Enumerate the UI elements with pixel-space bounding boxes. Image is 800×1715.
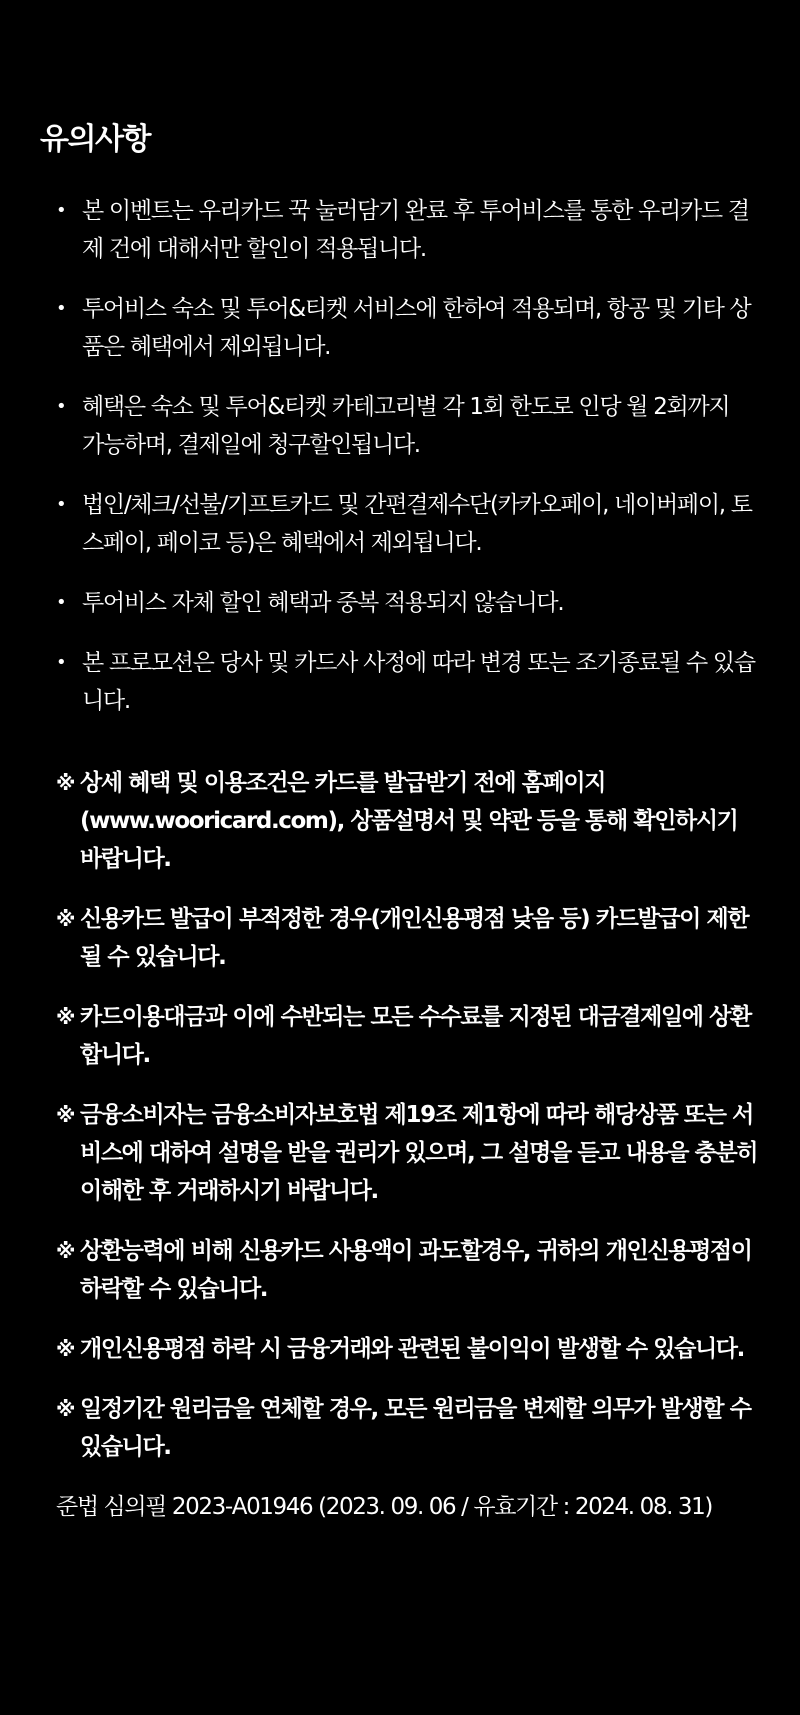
legal-notice-text: 상환능력에 비해 신용카드 사용액이 과도할경우, 귀하의 개인신용평점이 하락할 수 있습니다. <box>80 1238 752 1302</box>
notice-bullet: • 투어비스 숙소 및 투어&티켓 서비스에 한하여 적용되며, 항공 및 기타 상품은 혜택에서 제외됩니다. <box>82 290 760 366</box>
notice-bullet: • 본 프로모션은 당사 및 카드사 사정에 따라 변경 또는 조기종료될 수 있습니다. <box>82 644 760 720</box>
notice-bullet: • 혜택은 숙소 및 투어&티켓 카테고리별 각 1회 한도로 인당 월 2회까지 가능하며, 결제일에 청구할인됩니다. <box>82 388 760 464</box>
legal-notice-text: 금융소비자는 금융소비자보호법 제19조 제1항에 따라 해당상품 또는 서비스에 대하여 설명을 받을 권리가 있으며, 그 설명을 듣고 내용을 충분히 이해한 후 거래하시기 바랍니다. <box>80 1102 758 1204</box>
legal-notice <box>56 998 760 1074</box>
legal-notice <box>56 900 760 976</box>
legal-notice <box>56 764 760 878</box>
notice-bullet: • 투어비스 자체 할인 혜택과 중복 적용되지 않습니다. <box>82 584 760 622</box>
reference-mark-icon: ※ <box>56 771 75 795</box>
legal-notice <box>56 1096 760 1210</box>
reference-mark-icon: ※ <box>56 1337 75 1361</box>
legal-notice <box>56 1232 760 1308</box>
reference-mark-icon: ※ <box>56 1397 75 1421</box>
legal-notice <box>56 1390 760 1466</box>
notice-bullet: • 법인/체크/선불/기프트카드 및 간편결제수단(카카오페이, 네이버페이, 토스페이, 페이코 등)은 혜택에서 제외됩니다. <box>82 486 760 562</box>
reference-mark-icon: ※ <box>56 1239 75 1263</box>
legal-notice-text: 개인신용평점 하락 시 금융거래와 관련된 불이익이 발생할 수 있습니다. <box>80 1336 744 1362</box>
legal-notice-text: 일정기간 원리금을 연체할 경우, 모든 원리금을 변제할 의무가 발생할 수 있습니다. <box>80 1396 751 1460</box>
reference-mark-icon: ※ <box>56 907 75 931</box>
notice-bullet: • 본 이벤트는 우리카드 꾹 눌러담기 완료 후 투어비스를 통한 우리카드 결제 건에 대해서만 할인이 적용됩니다. <box>82 192 760 268</box>
compliance-approval-text: 준법 심의필 2023-A01946 (2023. 09. 06 / 유효기간 : 2024. 08. 31) <box>56 1494 712 1520</box>
notice-bullet-list <box>40 192 760 720</box>
legal-notice-list <box>40 764 760 1466</box>
legal-notice <box>56 1330 760 1368</box>
legal-notice-text: 상세 혜택 및 이용조건은 카드를 발급받기 전에 홈페이지 (www.wooricard.com), 상품설명서 및 약관 등을 통해 확인하시기 바랍니다. <box>80 770 738 872</box>
legal-notice-text: 카드이용대금과 이에 수반되는 모든 수수료를 지정된 대금결제일에 상환합니다. <box>80 1004 751 1068</box>
reference-mark-icon: ※ <box>56 1103 75 1127</box>
reference-mark-icon: ※ <box>56 1005 75 1029</box>
legal-notice-text: 신용카드 발급이 부적정한 경우(개인신용평점 낮음 등) 카드발급이 제한될 수 있습니다. <box>80 906 749 970</box>
section-title: 유의사항 <box>40 122 150 157</box>
